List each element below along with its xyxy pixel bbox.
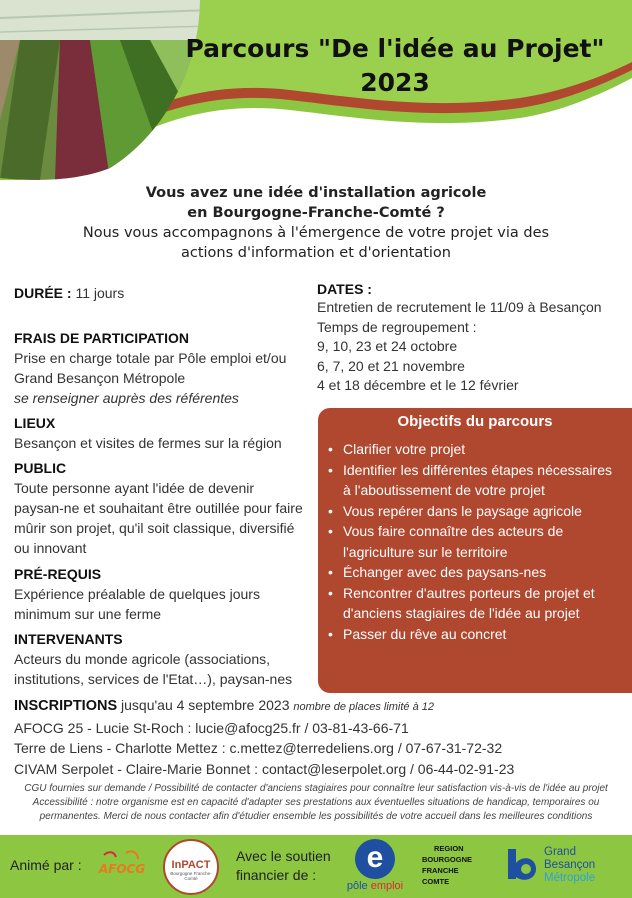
soutien-label: Avec le soutien financier de : [236,848,331,883]
footnote: CGU fournies sur demande / Possibilité de contacter d'anciens stagiaires pour connaître leur satisfaction vis-à-vis de l'idée au projet Accessibilité : notre organisme est en capacité d'adapter ses prestations aux éventuelles situations de handicap, temporaires ou permanentes. Merci de nous contacter afin d'étudier ensemble les possibilités de votre accueil dans les meilleures conditions [24,783,608,822]
objectif-item: • Échanger avec des paysans-nes [328,562,614,583]
pole-emploi-name-part1: pôle [346,880,371,892]
anime-par-label: Animé par : [10,857,82,873]
page-title [175,32,615,100]
gbm-line-1: Grand [544,846,576,858]
afocg-logo [98,849,146,883]
intro-line-1: Vous avez une idée d'installation agricole [145,185,487,201]
header-banner [0,0,632,180]
intro-line-2: en Bourgogne-Franche-Comté ? [187,205,445,221]
prerequis-section [14,566,314,624]
objectif-item: • Passer du rêve au concret [328,624,614,645]
objectifs-title: Objectifs du parcours [397,413,553,430]
dates-line: 6, 7, 20 et 21 novembre [317,357,465,374]
public-line: paysan-ne et souhaitant être outillée pour faire [14,500,303,516]
pole-emploi-e-icon: e [355,839,395,879]
prerequis-line: minimum sur une ferme [14,606,162,622]
objectifs-list [318,439,632,644]
public-line: ou innovant [14,540,87,556]
region-logo-line: FRANCHE [422,866,459,875]
footer-bar [0,835,632,898]
dates-line: 9, 10, 23 et 24 octobre [317,338,458,354]
intervenants-line: institutions, services de l'Etat…), paysan-nes [14,671,293,687]
public-title: PUBLIC [14,460,67,476]
contact-line: AFOCG 25 - Lucie St-Roch : lucie@afocg25.fr / 03-81-43-66-71 [14,719,409,736]
afocg-logo-text: AFOCG [98,862,146,876]
intro-text [0,183,632,263]
objectifs-box [318,408,632,693]
inscriptions-deadline: jusqu'au 4 septembre 2023 [121,697,290,713]
impact-logo-subtext: Bourgogne Franche-Comté [170,871,212,881]
lieux-section [14,415,314,453]
intervenants-title: INTERVENANTS [14,631,123,647]
title-line-2: 2023 [360,68,430,97]
intro-line-4: actions d'information et d'orientation [180,245,451,261]
lieux-title: LIEUX [14,415,56,431]
lieux-text: Besançon et visites de fermes sur la région [14,435,282,451]
objectif-item: • Identifier les différentes étapes nécessaires à l'aboutissement de votre projet [328,460,614,501]
dates-line: Entretien de recrutement le 11/09 à Besançon [317,299,602,315]
grand-besancon-logo-icon [506,845,540,885]
region-bfc-logo [422,843,486,887]
region-logo-line: BOURGOGNE [422,855,473,864]
grand-besancon-logo [506,843,626,891]
title-line-1: Parcours "De l'idée au Projet" [185,34,605,63]
frais-line-1: Prise en charge totale par Pôle emploi et/ou [14,350,287,366]
frais-line-3: se renseigner auprès des référentes [14,390,239,406]
impact-logo-text: InPACT [171,859,211,871]
afocg-logo-graphic [98,849,146,883]
contact-line: CIVAM Serpolet - Claire-Marie Bonnet : contact@leserpolet.org / 06-44-02-91-23 [14,760,515,777]
grand-besancon-logo-text [544,846,595,885]
objectif-item: • Vous repérer dans le paysage agricole [328,501,614,522]
pole-emploi-name-part2: emploi [370,880,404,892]
prerequis-line: Expérience préalable de quelques jours [14,586,260,602]
public-section [14,460,314,558]
dates-section [317,281,617,396]
intervenants-line: Acteurs du monde agricole (associations, [14,651,271,667]
dates-line: Temps de regroupement : [317,318,477,335]
dates-title: DATES : [317,281,372,297]
duree-value: 11 jours [75,285,125,301]
region-logo-line: REGION [434,844,464,853]
impact-logo [163,839,219,895]
pole-emploi-logo [340,839,410,895]
intervenants-section [14,631,314,689]
gbm-line-2: Besançon [544,859,596,871]
duree-section [14,285,314,301]
gbm-line-3: Métropole [544,872,596,884]
dates-line: 4 et 18 décembre et le 12 février [317,377,519,393]
duree-label: DURÉE : [14,285,72,301]
frais-line-2: Grand Besançon Métropole [14,370,186,386]
inscriptions-label: INSCRIPTIONS [14,698,118,714]
public-line: mûrir son projet, qu'il soit classique, diversifié [14,520,295,536]
inscriptions-note: nombre de places limité à 12 [293,701,435,713]
region-logo-line: COMTE [422,877,450,886]
intro-line-3: Nous vous accompagnons à l'émergence de votre projet via des [82,225,550,241]
pole-emploi-name [340,880,410,892]
objectif-item: • Clarifier votre projet [328,439,614,460]
public-line: Toute personne ayant l'idée de devenir [14,480,255,496]
prerequis-title: PRÉ-REQUIS [14,566,102,582]
objectif-item: • Vous faire connaître des acteurs de l'agriculture sur le territoire [328,521,614,562]
objectif-item: • Rencontrer d'autres porteurs de projet et d'anciens stagiaires de l'idée au projet [328,583,614,624]
contact-line: Terre de Liens - Charlotte Mettez : c.mettez@terredeliens.org / 07-67-31-72-32 [14,740,503,756]
inscriptions-section [14,695,624,779]
frais-title: FRAIS DE PARTICIPATION [14,330,189,346]
frais-section [14,330,314,408]
